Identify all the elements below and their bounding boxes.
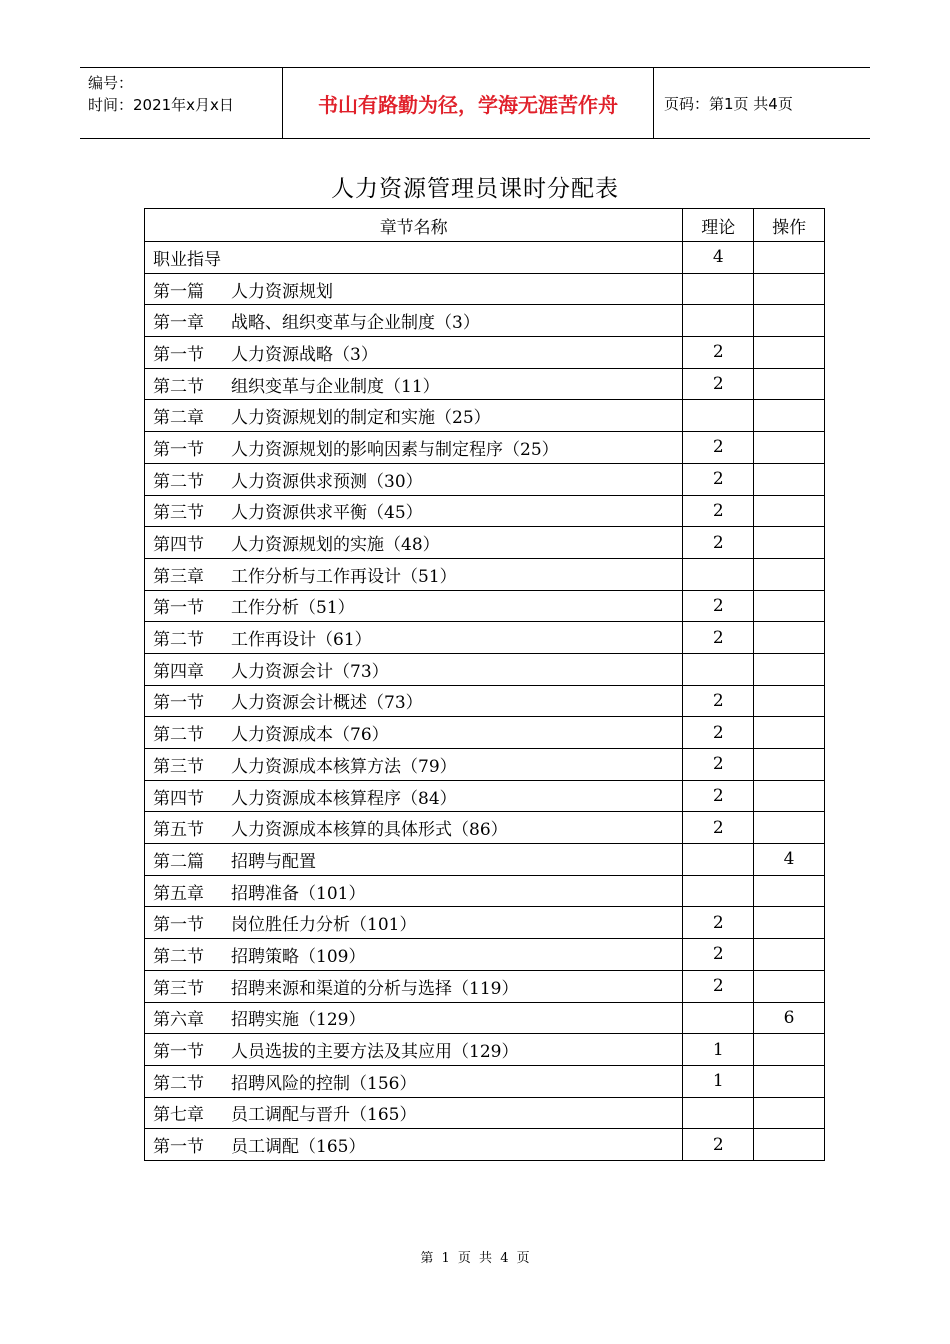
practice-hours-cell [754,939,825,971]
table-row [145,685,825,717]
chapter-level: 第一章 [153,313,204,334]
theory-hours-cell: 2 [683,590,754,622]
table-row [145,622,825,654]
table-row [145,558,825,590]
practice-hours-cell [754,685,825,717]
theory-hours-cell: 2 [683,717,754,749]
chapter-title: 招聘准备（101） [231,883,366,904]
table-row [145,812,825,844]
table-header-row [145,209,825,242]
table-row [145,527,825,559]
theory-hours-cell [683,875,754,907]
table-row [145,653,825,685]
chapter-cell [145,844,683,876]
practice-hours-cell: 4 [754,844,825,876]
table-row [145,337,825,369]
theory-hours-cell [683,400,754,432]
table-row [145,939,825,971]
practice-hours-cell [754,273,825,305]
theory-hours-cell: 1 [683,1034,754,1066]
chapter-level: 第六章 [153,1010,204,1031]
theory-hours-cell: 2 [683,463,754,495]
chapter-cell [145,685,683,717]
chapter-title: 人力资源成本（76） [231,725,389,746]
theory-hours-cell: 2 [683,1129,754,1161]
table-row [145,400,825,432]
theory-hours-cell: 2 [683,970,754,1002]
theory-hours-cell: 2 [683,780,754,812]
chapter-level: 第一节 [153,439,204,460]
chapter-level: 第三节 [153,756,204,777]
theory-hours-cell [683,558,754,590]
theory-hours-cell [683,305,754,337]
theory-hours-cell: 2 [683,685,754,717]
practice-hours-cell [754,242,825,274]
chapter-title: 招聘实施（129） [231,1010,366,1031]
document-header [80,67,870,139]
chapter-title: 人力资源规划的影响因素与制定程序（25） [231,439,559,460]
practice-hours-cell [754,463,825,495]
chapter-level: 第四章 [153,661,204,682]
chapter-title: 人力资源规划的制定和实施（25） [231,408,491,429]
table-row [145,749,825,781]
chapter-cell [145,780,683,812]
document-title: 人力资源管理员课时分配表 [331,176,619,202]
table-row [145,495,825,527]
chapter-cell [145,1129,683,1161]
chapter-title: 人力资源战略（3） [231,344,378,365]
chapter-level: 第二章 [153,408,204,429]
table-row [145,907,825,939]
chapter-cell [145,622,683,654]
chapter-title: 人力资源成本核算方法（79） [231,756,457,777]
page-footer: 第 1 页 共 4 页 [420,1251,530,1266]
chapter-level: 第五章 [153,883,204,904]
chapter-cell [145,1065,683,1097]
theory-hours-cell: 2 [683,368,754,400]
table-row [145,273,825,305]
theory-hours-cell [683,1002,754,1034]
chapter-cell [145,1097,683,1129]
chapter-cell [145,305,683,337]
chapter-cell [145,812,683,844]
chapter-title: 员工调配与晋升（165） [231,1105,417,1126]
chapter-title: 招聘风险的控制（156） [231,1073,417,1094]
chapter-cell [145,495,683,527]
practice-hours-cell [754,495,825,527]
theory-hours-cell: 1 [683,1065,754,1097]
practice-hours-cell [754,527,825,559]
theory-hours-cell: 2 [683,527,754,559]
chapter-title: 人力资源成本核算程序（84） [231,788,457,809]
chapter-level: 第一节 [153,598,204,619]
chapter-cell [145,653,683,685]
chapter-title: 员工调配（165） [231,1137,366,1158]
theory-hours-cell [683,1097,754,1129]
chapter-title: 人力资源供求平衡（45） [231,503,423,524]
chapter-cell [145,939,683,971]
chapter-level: 第一节 [153,915,204,936]
chapter-level: 第三节 [153,978,204,999]
table-row [145,463,825,495]
chapter-level: 第二节 [153,725,204,746]
chapter-title: 人员选拔的主要方法及其应用（129） [231,1042,519,1063]
table-row [145,717,825,749]
chapter-cell [145,875,683,907]
theory-hours-cell [683,273,754,305]
chapter-title: 招聘与配置 [231,851,316,872]
theory-hours-cell: 2 [683,622,754,654]
practice-hours-cell [754,907,825,939]
chapter-title: 工作分析（51） [231,598,355,619]
chapter-cell [145,1002,683,1034]
practice-hours-cell [754,970,825,1002]
chapter-cell [145,717,683,749]
chapter-title: 人力资源会计概述（73） [231,693,423,714]
practice-hours-cell [754,622,825,654]
chapter-title: 人力资源规划 [231,281,333,302]
chapter-level: 第七章 [153,1105,204,1126]
chapter-level: 第五节 [153,820,204,841]
practice-hours-cell [754,337,825,369]
column-header-chapter: 章节名称 [145,209,683,242]
practice-hours-cell [754,717,825,749]
time-label: 时间：2021年x月x日 [88,96,234,114]
theory-hours-cell: 2 [683,749,754,781]
chapter-level: 第一节 [153,1137,204,1158]
chapter-cell [145,242,683,274]
theory-hours-cell: 4 [683,242,754,274]
chapter-level: 第二节 [153,946,204,967]
chapter-level: 第二节 [153,471,204,492]
table-row [145,432,825,464]
theory-hours-cell: 2 [683,432,754,464]
theory-hours-cell [683,653,754,685]
table-row [145,780,825,812]
theory-hours-cell: 2 [683,907,754,939]
chapter-title: 人力资源会计（73） [231,661,389,682]
chapter-title: 战略、组织变革与企业制度（3） [231,313,480,334]
chapter-cell [145,527,683,559]
chapter-cell [145,970,683,1002]
table-row [145,1002,825,1034]
chapter-level: 第一节 [153,693,204,714]
practice-hours-cell [754,1034,825,1066]
table-row [145,242,825,274]
chapter-cell [145,1034,683,1066]
chapter-level: 第一节 [153,344,204,365]
practice-hours-cell [754,1097,825,1129]
chapter-level: 第四节 [153,788,204,809]
column-header-theory: 理论 [683,209,754,242]
chapter-title: 岗位胜任力分析（101） [231,915,417,936]
chapter-level: 第二节 [153,1073,204,1094]
theory-hours-cell [683,844,754,876]
chapter-cell [145,749,683,781]
chapter-title: 组织变革与企业制度（11） [231,376,440,397]
chapter-cell [145,590,683,622]
chapter-title: 人力资源供求预测（30） [231,471,423,492]
practice-hours-cell [754,305,825,337]
theory-hours-cell: 2 [683,495,754,527]
table-row [145,305,825,337]
chapter-level: 第二节 [153,630,204,651]
table-row [145,1065,825,1097]
chapter-title: 工作再设计（61） [231,630,372,651]
theory-hours-cell: 2 [683,337,754,369]
chapter-cell [145,558,683,590]
chapter-title: 人力资源成本核算的具体形式（86） [231,820,508,841]
chapter-title: 招聘策略（109） [231,946,366,967]
practice-hours-cell: 6 [754,1002,825,1034]
chapter-title: 招聘来源和渠道的分析与选择（119） [231,978,519,999]
column-header-practice: 操作 [754,209,825,242]
practice-hours-cell [754,1065,825,1097]
header-motto: 书山有路勤为径，学海无涯苦作舟 [282,68,654,138]
chapter-level: 第三节 [153,503,204,524]
practice-hours-cell [754,590,825,622]
chapter-cell [145,432,683,464]
chapter-cell [145,907,683,939]
table-row [145,1097,825,1129]
chapter-cell [145,400,683,432]
theory-hours-cell: 2 [683,939,754,971]
chapter-cell [145,368,683,400]
table-row [145,970,825,1002]
practice-hours-cell [754,400,825,432]
chapter-cell [145,463,683,495]
practice-hours-cell [754,558,825,590]
chapter-cell [145,337,683,369]
chapter-level: 第三章 [153,566,204,587]
chapter-title: 职业指导 [153,249,221,270]
chapter-level: 第一篇 [153,281,204,302]
table-row [145,590,825,622]
practice-hours-cell [754,749,825,781]
practice-hours-cell [754,368,825,400]
table-row [145,1129,825,1161]
practice-hours-cell [754,875,825,907]
number-label: 编号： [88,74,134,92]
header-page-info: 页码：第1页 共4页 [664,94,793,113]
chapter-level: 第二篇 [153,851,204,872]
practice-hours-cell [754,1129,825,1161]
practice-hours-cell [754,812,825,844]
chapter-title: 人力资源规划的实施（48） [231,535,440,556]
table-row [145,875,825,907]
practice-hours-cell [754,780,825,812]
theory-hours-cell: 2 [683,812,754,844]
header-meta [80,68,282,138]
table-row [145,1034,825,1066]
practice-hours-cell [754,432,825,464]
table-row [145,368,825,400]
chapter-level: 第一节 [153,1042,204,1063]
practice-hours-cell [754,653,825,685]
table-row [145,844,825,876]
chapter-level: 第二节 [153,376,204,397]
chapter-level: 第四节 [153,535,204,556]
chapter-title: 工作分析与工作再设计（51） [231,566,457,587]
course-hours-table [144,208,825,1161]
chapter-cell [145,273,683,305]
